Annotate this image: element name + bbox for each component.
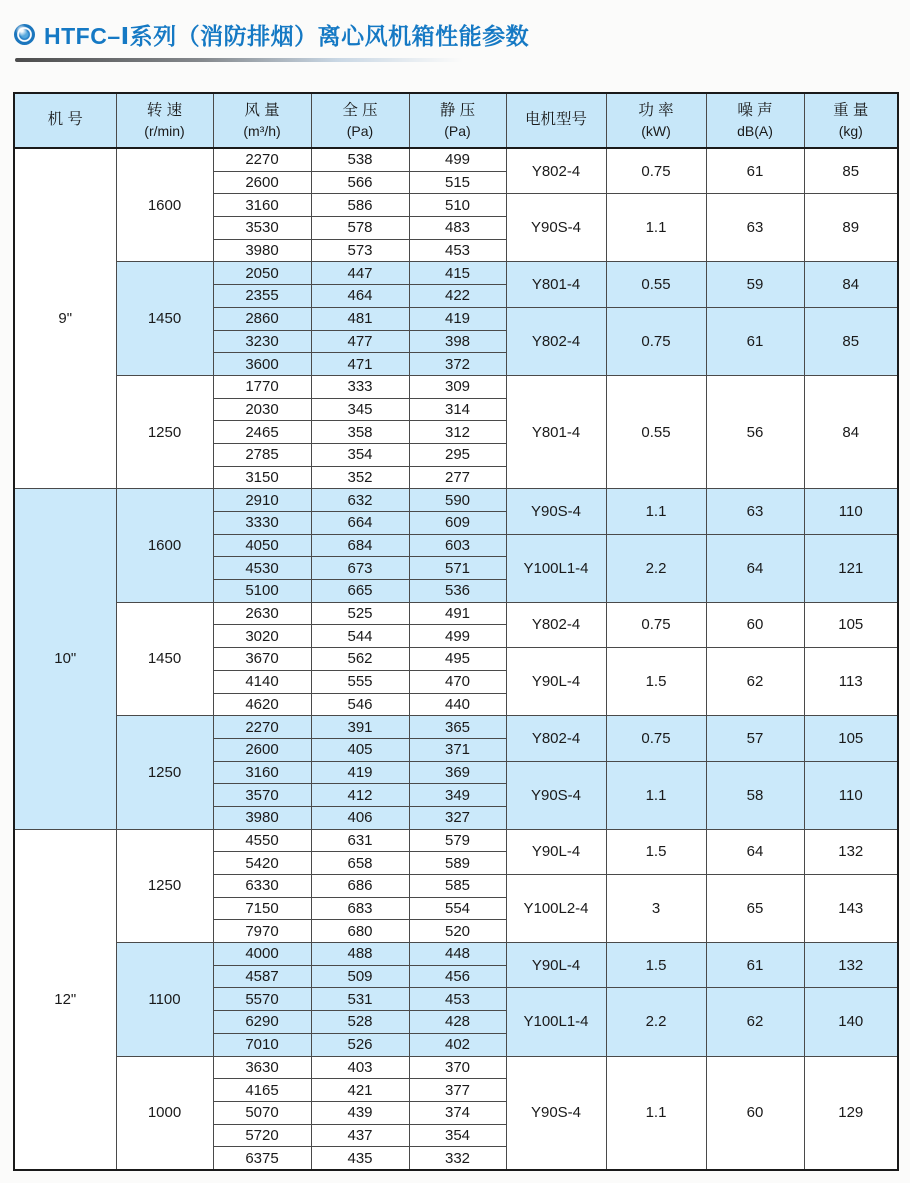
motor-model-cell: Y100L1-4 xyxy=(506,988,606,1056)
airflow-cell: 2030 xyxy=(213,398,311,421)
power-cell: 0.75 xyxy=(606,307,706,375)
table-row xyxy=(14,829,898,852)
total-pressure-cell: 333 xyxy=(311,375,409,398)
airflow-cell: 7150 xyxy=(213,897,311,920)
airflow-cell: 2050 xyxy=(213,262,311,285)
airflow-cell: 3530 xyxy=(213,217,311,240)
airflow-cell: 2785 xyxy=(213,443,311,466)
page-title: HTFC–Ⅰ系列（消防排烟）离心风机箱性能参数 xyxy=(44,23,530,49)
column-header-label: 功 率 xyxy=(638,101,674,119)
airflow-cell: 3230 xyxy=(213,330,311,353)
static-pressure-cell: 491 xyxy=(409,602,506,625)
power-cell: 0.55 xyxy=(606,262,706,307)
total-pressure-cell: 406 xyxy=(311,806,409,829)
airflow-cell: 3980 xyxy=(213,806,311,829)
motor-model-cell: Y90L-4 xyxy=(506,943,606,988)
static-pressure-cell: 590 xyxy=(409,489,506,512)
weight-cell: 121 xyxy=(804,534,898,602)
static-pressure-cell: 371 xyxy=(409,738,506,761)
motor-model-cell: Y802-4 xyxy=(506,716,606,761)
total-pressure-cell: 538 xyxy=(311,148,409,171)
power-cell: 1.5 xyxy=(606,648,706,716)
noise-cell: 58 xyxy=(706,761,804,829)
motor-model-cell: Y90L-4 xyxy=(506,829,606,874)
power-cell: 1.1 xyxy=(606,761,706,829)
static-pressure-cell: 589 xyxy=(409,852,506,875)
airflow-cell: 3160 xyxy=(213,761,311,784)
static-pressure-cell: 495 xyxy=(409,648,506,671)
static-pressure-cell: 515 xyxy=(409,171,506,194)
motor-model-cell: Y90S-4 xyxy=(506,489,606,534)
airflow-cell: 2860 xyxy=(213,307,311,330)
motor-model-cell: Y90S-4 xyxy=(506,1056,606,1170)
motor-model-cell: Y802-4 xyxy=(506,148,606,194)
noise-cell: 61 xyxy=(706,943,804,988)
airflow-cell: 2355 xyxy=(213,285,311,308)
total-pressure-cell: 419 xyxy=(311,761,409,784)
airflow-cell: 3600 xyxy=(213,353,311,376)
airflow-cell: 5100 xyxy=(213,580,311,603)
static-pressure-cell: 585 xyxy=(409,875,506,898)
total-pressure-cell: 481 xyxy=(311,307,409,330)
static-pressure-cell: 312 xyxy=(409,421,506,444)
fan-spec-table xyxy=(13,92,899,1171)
total-pressure-cell: 631 xyxy=(311,829,409,852)
column-header-unit: (kg) xyxy=(838,122,863,139)
column-header-0 xyxy=(14,93,116,148)
power-cell: 1.1 xyxy=(606,194,706,262)
airflow-cell: 2465 xyxy=(213,421,311,444)
total-pressure-cell: 566 xyxy=(311,171,409,194)
static-pressure-cell: 440 xyxy=(409,693,506,716)
column-header-label: 机 号 xyxy=(47,111,83,129)
noise-cell: 64 xyxy=(706,534,804,602)
static-pressure-cell: 499 xyxy=(409,148,506,171)
page-header xyxy=(14,18,897,51)
total-pressure-cell: 447 xyxy=(311,262,409,285)
static-pressure-cell: 309 xyxy=(409,375,506,398)
weight-cell: 105 xyxy=(804,716,898,761)
noise-cell: 62 xyxy=(706,648,804,716)
table-row xyxy=(14,1056,898,1079)
static-pressure-cell: 520 xyxy=(409,920,506,943)
static-pressure-cell: 365 xyxy=(409,716,506,739)
total-pressure-cell: 573 xyxy=(311,239,409,262)
speed-cell: 1250 xyxy=(116,375,213,488)
airflow-cell: 6290 xyxy=(213,1011,311,1034)
total-pressure-cell: 403 xyxy=(311,1056,409,1079)
column-header-label: 重 量 xyxy=(833,101,869,119)
speed-cell: 1100 xyxy=(116,943,213,1056)
weight-cell: 113 xyxy=(804,648,898,716)
static-pressure-cell: 456 xyxy=(409,965,506,988)
noise-cell: 64 xyxy=(706,829,804,874)
noise-cell: 63 xyxy=(706,194,804,262)
airflow-cell: 3330 xyxy=(213,512,311,535)
table-row xyxy=(14,943,898,966)
power-cell: 1.5 xyxy=(606,829,706,874)
airflow-cell: 1770 xyxy=(213,375,311,398)
power-cell: 0.75 xyxy=(606,716,706,761)
noise-cell: 60 xyxy=(706,1056,804,1170)
static-pressure-cell: 415 xyxy=(409,262,506,285)
airflow-cell: 7970 xyxy=(213,920,311,943)
airflow-cell: 3160 xyxy=(213,194,311,217)
static-pressure-cell: 398 xyxy=(409,330,506,353)
total-pressure-cell: 412 xyxy=(311,784,409,807)
column-header-unit: (kW) xyxy=(641,122,671,139)
table-row xyxy=(14,262,898,285)
size-cell: 9" xyxy=(14,148,116,489)
airflow-cell: 6330 xyxy=(213,875,311,898)
total-pressure-cell: 488 xyxy=(311,943,409,966)
table-row xyxy=(14,375,898,398)
noise-cell: 62 xyxy=(706,988,804,1056)
total-pressure-cell: 555 xyxy=(311,670,409,693)
static-pressure-cell: 327 xyxy=(409,806,506,829)
static-pressure-cell: 402 xyxy=(409,1033,506,1056)
column-header-label: 转 速 xyxy=(146,101,183,119)
speed-cell: 1600 xyxy=(116,148,213,262)
total-pressure-cell: 471 xyxy=(311,353,409,376)
airflow-cell: 4000 xyxy=(213,943,311,966)
noise-cell: 61 xyxy=(706,148,804,194)
airflow-cell: 5070 xyxy=(213,1101,311,1124)
total-pressure-cell: 683 xyxy=(311,897,409,920)
static-pressure-cell: 470 xyxy=(409,670,506,693)
total-pressure-cell: 586 xyxy=(311,194,409,217)
static-pressure-cell: 499 xyxy=(409,625,506,648)
total-pressure-cell: 358 xyxy=(311,421,409,444)
total-pressure-cell: 664 xyxy=(311,512,409,535)
total-pressure-cell: 435 xyxy=(311,1147,409,1170)
total-pressure-cell: 686 xyxy=(311,875,409,898)
airflow-cell: 5570 xyxy=(213,988,311,1011)
airflow-cell: 3020 xyxy=(213,625,311,648)
weight-cell: 110 xyxy=(804,761,898,829)
static-pressure-cell: 354 xyxy=(409,1124,506,1147)
static-pressure-cell: 314 xyxy=(409,398,506,421)
weight-cell: 110 xyxy=(804,489,898,534)
static-pressure-cell: 372 xyxy=(409,353,506,376)
total-pressure-cell: 562 xyxy=(311,648,409,671)
power-cell: 1.1 xyxy=(606,489,706,534)
static-pressure-cell: 483 xyxy=(409,217,506,240)
static-pressure-cell: 374 xyxy=(409,1101,506,1124)
speed-cell: 1450 xyxy=(116,602,213,715)
static-pressure-cell: 422 xyxy=(409,285,506,308)
speed-cell: 1450 xyxy=(116,262,213,375)
airflow-cell: 4165 xyxy=(213,1079,311,1102)
static-pressure-cell: 453 xyxy=(409,988,506,1011)
static-pressure-cell: 554 xyxy=(409,897,506,920)
total-pressure-cell: 632 xyxy=(311,489,409,512)
total-pressure-cell: 345 xyxy=(311,398,409,421)
static-pressure-cell: 448 xyxy=(409,943,506,966)
airflow-cell: 2270 xyxy=(213,148,311,171)
table-row xyxy=(14,148,898,171)
table-row xyxy=(14,489,898,512)
static-pressure-cell: 536 xyxy=(409,580,506,603)
noise-cell: 61 xyxy=(706,307,804,375)
motor-model-cell: Y802-4 xyxy=(506,602,606,647)
airflow-cell: 2910 xyxy=(213,489,311,512)
total-pressure-cell: 525 xyxy=(311,602,409,625)
noise-cell: 56 xyxy=(706,375,804,488)
speed-cell: 1000 xyxy=(116,1056,213,1170)
motor-model-cell: Y100L2-4 xyxy=(506,875,606,943)
total-pressure-cell: 684 xyxy=(311,534,409,557)
total-pressure-cell: 528 xyxy=(311,1011,409,1034)
total-pressure-cell: 437 xyxy=(311,1124,409,1147)
motor-model-cell: Y90L-4 xyxy=(506,648,606,716)
title-underline xyxy=(15,58,463,62)
static-pressure-cell: 369 xyxy=(409,761,506,784)
total-pressure-cell: 464 xyxy=(311,285,409,308)
airflow-cell: 4140 xyxy=(213,670,311,693)
motor-model-cell: Y90S-4 xyxy=(506,761,606,829)
column-header-label: 噪 声 xyxy=(737,101,773,119)
column-header-label: 电机型号 xyxy=(524,111,587,129)
power-cell: 3 xyxy=(606,875,706,943)
column-header-7 xyxy=(706,93,804,148)
total-pressure-cell: 439 xyxy=(311,1101,409,1124)
total-pressure-cell: 680 xyxy=(311,920,409,943)
power-cell: 2.2 xyxy=(606,534,706,602)
static-pressure-cell: 428 xyxy=(409,1011,506,1034)
airflow-cell: 2600 xyxy=(213,738,311,761)
motor-model-cell: Y100L1-4 xyxy=(506,534,606,602)
airflow-cell: 2630 xyxy=(213,602,311,625)
speed-cell: 1250 xyxy=(116,716,213,829)
weight-cell: 132 xyxy=(804,943,898,988)
weight-cell: 84 xyxy=(804,375,898,488)
static-pressure-cell: 377 xyxy=(409,1079,506,1102)
weight-cell: 143 xyxy=(804,875,898,943)
static-pressure-cell: 453 xyxy=(409,239,506,262)
static-pressure-cell: 295 xyxy=(409,443,506,466)
column-header-3 xyxy=(311,93,409,148)
airflow-cell: 7010 xyxy=(213,1033,311,1056)
static-pressure-cell: 579 xyxy=(409,829,506,852)
airflow-cell: 5720 xyxy=(213,1124,311,1147)
airflow-cell: 2270 xyxy=(213,716,311,739)
motor-model-cell: Y90S-4 xyxy=(506,194,606,262)
table-row xyxy=(14,602,898,625)
column-header-unit: (Pa) xyxy=(346,122,374,139)
airflow-cell: 3630 xyxy=(213,1056,311,1079)
weight-cell: 132 xyxy=(804,829,898,874)
total-pressure-cell: 531 xyxy=(311,988,409,1011)
table-body xyxy=(14,148,898,1170)
airflow-cell: 4550 xyxy=(213,829,311,852)
size-cell: 10" xyxy=(14,489,116,829)
column-header-label: 静 压 xyxy=(439,101,476,119)
static-pressure-cell: 370 xyxy=(409,1056,506,1079)
noise-cell: 59 xyxy=(706,262,804,307)
weight-cell: 129 xyxy=(804,1056,898,1170)
column-header-8 xyxy=(804,93,898,148)
weight-cell: 140 xyxy=(804,988,898,1056)
total-pressure-cell: 526 xyxy=(311,1033,409,1056)
noise-cell: 63 xyxy=(706,489,804,534)
motor-model-cell: Y801-4 xyxy=(506,375,606,488)
header-row xyxy=(14,93,898,148)
static-pressure-cell: 332 xyxy=(409,1147,506,1170)
airflow-cell: 2600 xyxy=(213,171,311,194)
power-cell: 1.5 xyxy=(606,943,706,988)
airflow-cell: 4050 xyxy=(213,534,311,557)
column-header-unit: (r/min) xyxy=(144,122,185,139)
column-header-unit: (m³/h) xyxy=(243,122,281,139)
noise-cell: 60 xyxy=(706,602,804,647)
airflow-cell: 4620 xyxy=(213,693,311,716)
total-pressure-cell: 477 xyxy=(311,330,409,353)
static-pressure-cell: 609 xyxy=(409,512,506,535)
airflow-cell: 3980 xyxy=(213,239,311,262)
weight-cell: 84 xyxy=(804,262,898,307)
airflow-cell: 3150 xyxy=(213,466,311,489)
total-pressure-cell: 405 xyxy=(311,738,409,761)
noise-cell: 65 xyxy=(706,875,804,943)
total-pressure-cell: 354 xyxy=(311,443,409,466)
column-header-1 xyxy=(116,93,213,148)
static-pressure-cell: 419 xyxy=(409,307,506,330)
table-row xyxy=(14,716,898,739)
power-cell: 2.2 xyxy=(606,988,706,1056)
airflow-cell: 6375 xyxy=(213,1147,311,1170)
total-pressure-cell: 421 xyxy=(311,1079,409,1102)
column-header-2 xyxy=(213,93,311,148)
total-pressure-cell: 352 xyxy=(311,466,409,489)
power-cell: 0.55 xyxy=(606,375,706,488)
airflow-cell: 4530 xyxy=(213,557,311,580)
weight-cell: 85 xyxy=(804,148,898,194)
total-pressure-cell: 665 xyxy=(311,580,409,603)
static-pressure-cell: 571 xyxy=(409,557,506,580)
total-pressure-cell: 546 xyxy=(311,693,409,716)
total-pressure-cell: 509 xyxy=(311,965,409,988)
motor-model-cell: Y801-4 xyxy=(506,262,606,307)
weight-cell: 105 xyxy=(804,602,898,647)
speed-cell: 1600 xyxy=(116,489,213,602)
size-cell: 12" xyxy=(14,829,116,1170)
static-pressure-cell: 603 xyxy=(409,534,506,557)
motor-model-cell: Y802-4 xyxy=(506,307,606,375)
power-cell: 0.75 xyxy=(606,602,706,647)
total-pressure-cell: 544 xyxy=(311,625,409,648)
weight-cell: 85 xyxy=(804,307,898,375)
column-header-label: 风 量 xyxy=(244,101,280,119)
weight-cell: 89 xyxy=(804,194,898,262)
total-pressure-cell: 658 xyxy=(311,852,409,875)
total-pressure-cell: 673 xyxy=(311,557,409,580)
column-header-5 xyxy=(506,93,606,148)
airflow-cell: 5420 xyxy=(213,852,311,875)
column-header-unit: dB(A) xyxy=(737,122,773,139)
column-header-6 xyxy=(606,93,706,148)
speed-cell: 1250 xyxy=(116,829,213,942)
table-header xyxy=(14,93,898,148)
static-pressure-cell: 510 xyxy=(409,194,506,217)
column-header-4 xyxy=(409,93,506,148)
airflow-cell: 4587 xyxy=(213,965,311,988)
noise-cell: 57 xyxy=(706,716,804,761)
power-cell: 1.1 xyxy=(606,1056,706,1170)
column-header-label: 全 压 xyxy=(342,101,378,119)
airflow-cell: 3570 xyxy=(213,784,311,807)
airflow-cell: 3670 xyxy=(213,648,311,671)
static-pressure-cell: 349 xyxy=(409,784,506,807)
total-pressure-cell: 391 xyxy=(311,716,409,739)
concentric-circle-bullet-icon xyxy=(14,24,35,45)
static-pressure-cell: 277 xyxy=(409,466,506,489)
column-header-unit: (Pa) xyxy=(444,122,471,139)
total-pressure-cell: 578 xyxy=(311,217,409,240)
power-cell: 0.75 xyxy=(606,148,706,194)
